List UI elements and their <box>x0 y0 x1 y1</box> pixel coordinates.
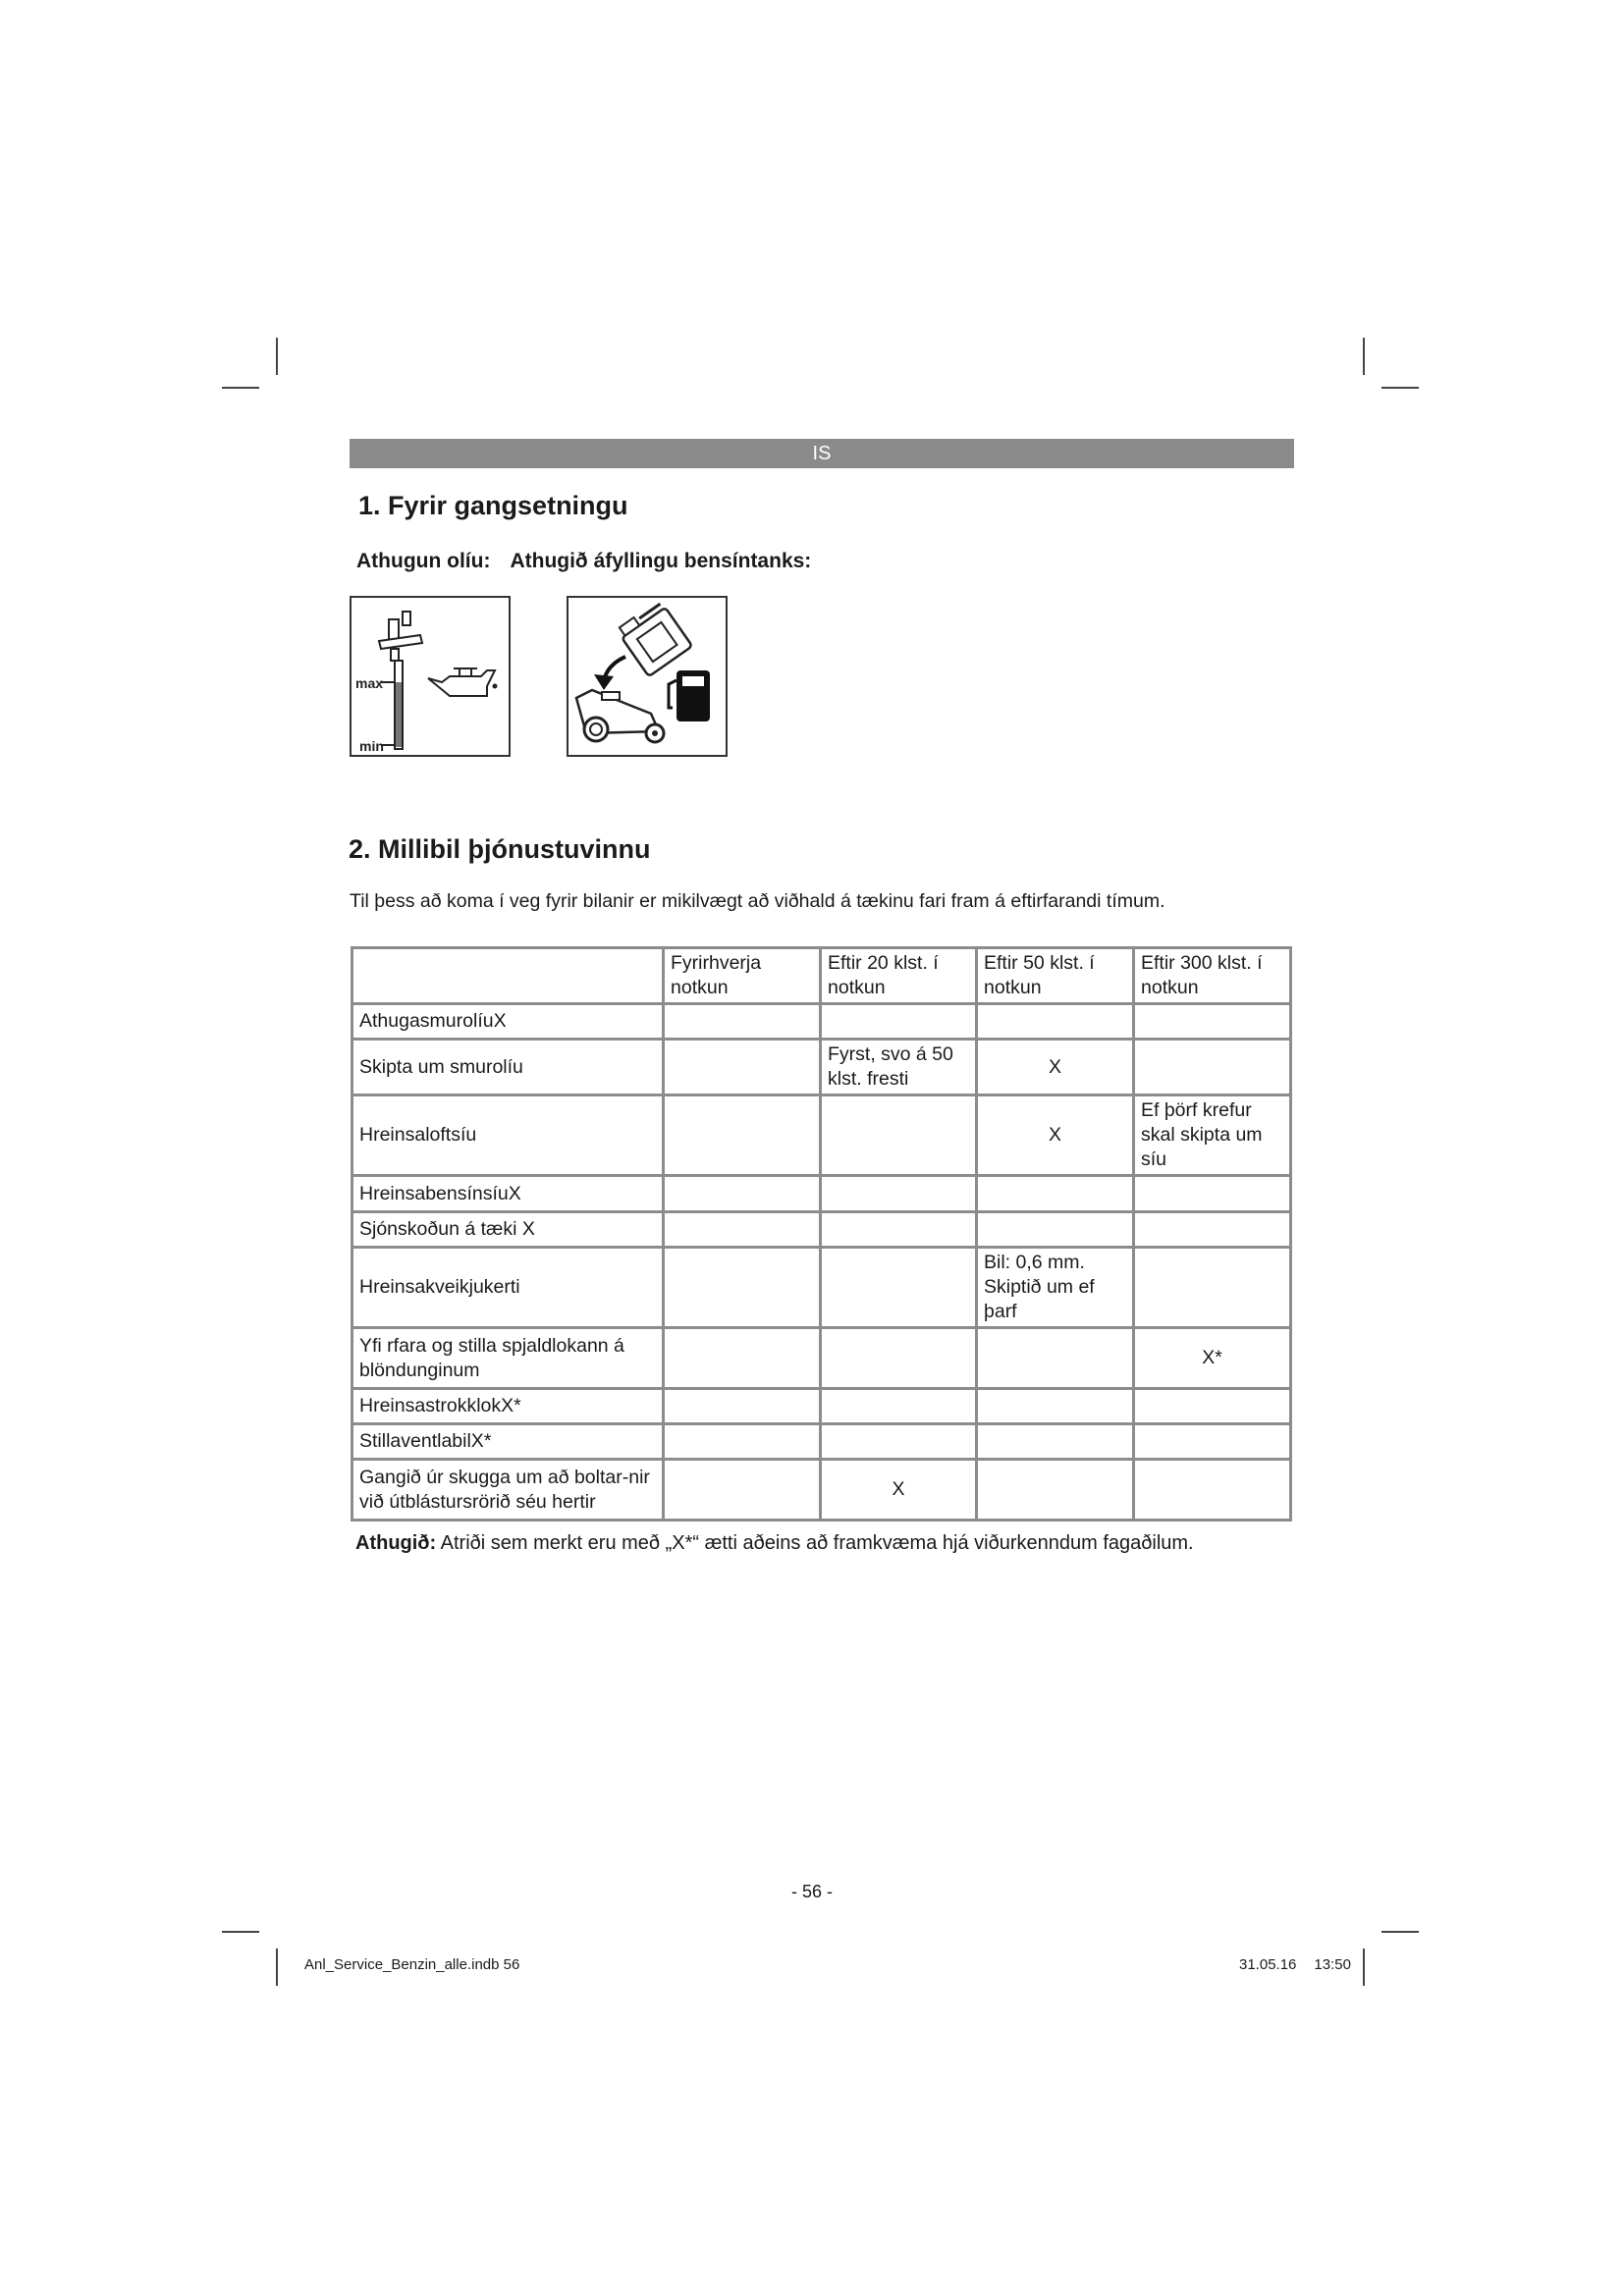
language-header-bar: IS <box>350 439 1294 468</box>
table-cell <box>664 1460 821 1521</box>
task-cell: StillaventlabilX* <box>352 1424 664 1460</box>
section-1-subtitle <box>356 550 811 573</box>
crop-mark <box>1381 387 1419 389</box>
table-cell <box>977 1424 1134 1460</box>
table-cell <box>821 1248 977 1328</box>
table-cell: Fyrst, svo á 50 klst. fresti <box>821 1040 977 1095</box>
footer-filename: Anl_Service_Benzin_alle.indb 56 <box>304 1956 520 1973</box>
page-number: - 56 - <box>790 1882 833 1901</box>
task-cell: Hreinsakveikjukerti <box>352 1248 664 1328</box>
oil-check-pictogram <box>350 596 511 757</box>
min-label: min <box>359 738 384 754</box>
header-cell: Eftir 50 klst. í notkun <box>977 948 1134 1004</box>
footer-time: 13:50 <box>1314 1956 1351 1973</box>
task-cell: HreinsastrokklokX* <box>352 1389 664 1424</box>
table-cell: X <box>977 1095 1134 1176</box>
table-cell <box>664 1004 821 1040</box>
task-cell: HreinsabensínsíuX <box>352 1176 664 1212</box>
professional-service-note <box>355 1532 1194 1555</box>
section-1-title: 1. Fyrir gangsetningu <box>358 491 628 520</box>
table-cell <box>977 1389 1134 1424</box>
table-cell <box>664 1424 821 1460</box>
check-oil-label: Athugun olíu: <box>356 550 491 572</box>
table-row <box>352 1328 1291 1389</box>
table-row <box>352 1004 1291 1040</box>
table-cell <box>1134 1248 1291 1328</box>
task-cell: AthugasmurolíuX <box>352 1004 664 1040</box>
table-row <box>352 1389 1291 1424</box>
table-cell <box>821 1176 977 1212</box>
table-cell <box>664 1095 821 1176</box>
check-fuel-label: Athugið áfyllingu bensíntanks: <box>510 550 812 572</box>
table-cell <box>664 1176 821 1212</box>
task-cell: Yfi rfara og stilla spjaldlokann á blöndunginum <box>352 1328 664 1389</box>
table-row <box>352 1460 1291 1521</box>
table-cell: X* <box>1134 1328 1291 1389</box>
table-cell <box>977 1460 1134 1521</box>
section-2-intro: Til þess að koma í veg fyrir bilanir er mikilvægt að viðhald á tækinu fari fram á eftirfarandi tímum. <box>350 890 1165 912</box>
section-2-title: 2. Millibil þjónustuvinnu <box>349 834 651 864</box>
table-cell <box>664 1212 821 1248</box>
crop-mark <box>1363 1949 1365 1986</box>
crop-mark <box>222 1931 259 1933</box>
table-cell <box>1134 1212 1291 1248</box>
header-cell <box>352 948 664 1004</box>
table-cell <box>977 1004 1134 1040</box>
table-header-row <box>352 948 1291 1004</box>
table-cell: Bil: 0,6 mm. Skiptið um ef þarf <box>977 1248 1134 1328</box>
table-cell <box>1134 1389 1291 1424</box>
table-cell <box>977 1328 1134 1389</box>
table-cell <box>1134 1176 1291 1212</box>
table-cell <box>1134 1004 1291 1040</box>
header-cell: Eftir 20 klst. í notkun <box>821 948 977 1004</box>
service-interval-table <box>351 946 1292 1522</box>
note-label: Athugið: <box>355 1532 437 1554</box>
table-cell <box>821 1389 977 1424</box>
table-cell: X <box>821 1460 977 1521</box>
table-cell: Ef þörf krefur skal skipta um síu <box>1134 1095 1291 1176</box>
task-cell: Gangið úr skugga um að boltar-nir við útblástursrörið séu hertir <box>352 1460 664 1521</box>
table-row <box>352 1040 1291 1095</box>
table-cell: X <box>977 1040 1134 1095</box>
oil-dipstick-icon <box>352 598 509 755</box>
crop-mark <box>276 338 278 375</box>
fuel-can-mower-icon <box>568 598 726 755</box>
header-cell: Fyrirhverja notkun <box>664 948 821 1004</box>
crop-mark <box>1363 338 1365 375</box>
footer-timestamp <box>1239 1956 1351 1973</box>
task-cell: Skipta um smurolíu <box>352 1040 664 1095</box>
table-row <box>352 1095 1291 1176</box>
footer-date: 31.05.16 <box>1239 1956 1297 1973</box>
table-cell <box>977 1176 1134 1212</box>
table-row <box>352 1424 1291 1460</box>
table-cell <box>821 1095 977 1176</box>
table-cell <box>821 1424 977 1460</box>
crop-mark <box>222 387 259 389</box>
header-cell: Eftir 300 klst. í notkun <box>1134 948 1291 1004</box>
table-cell <box>821 1212 977 1248</box>
task-cell: Sjónskoðun á tæki X <box>352 1212 664 1248</box>
table-cell <box>664 1040 821 1095</box>
fuel-check-pictogram <box>567 596 728 757</box>
table-cell <box>821 1004 977 1040</box>
max-label: max <box>355 675 384 691</box>
table-cell <box>664 1389 821 1424</box>
table-cell <box>977 1212 1134 1248</box>
table-cell <box>1134 1040 1291 1095</box>
task-cell: Hreinsaloftsíu <box>352 1095 664 1176</box>
table-cell <box>664 1328 821 1389</box>
crop-mark <box>1381 1931 1419 1933</box>
table-row <box>352 1176 1291 1212</box>
note-text: Atriði sem merkt eru með „X*“ ætti aðeins að framkvæma hjá viðurkenndum fagaðilum. <box>436 1532 1194 1554</box>
table-row <box>352 1248 1291 1328</box>
table-cell <box>821 1328 977 1389</box>
table-cell <box>1134 1460 1291 1521</box>
table-row <box>352 1212 1291 1248</box>
table-cell <box>1134 1424 1291 1460</box>
crop-mark <box>276 1949 278 1986</box>
table-cell <box>664 1248 821 1328</box>
